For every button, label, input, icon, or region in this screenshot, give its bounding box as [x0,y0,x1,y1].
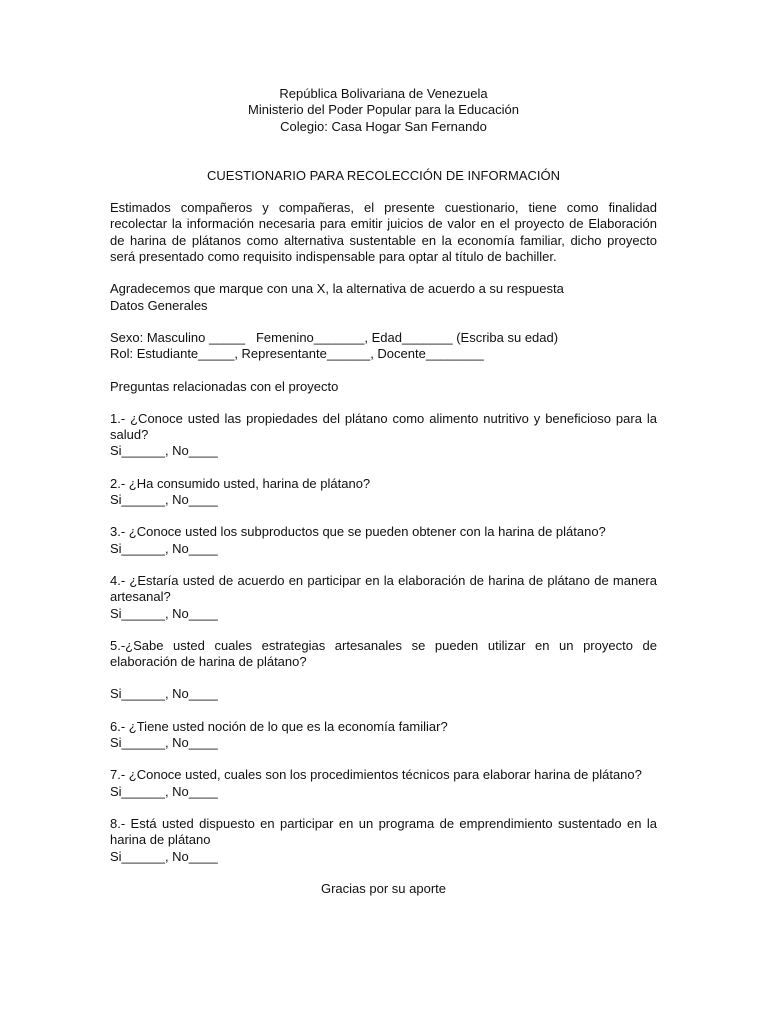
header-school: Colegio: Casa Hogar San Fernando [280,118,487,134]
general-data-heading: Datos Generales [110,297,208,313]
question-3: 3.- ¿Conoce usted los subproductos que se pueden obtener con la harina de plátano? [110,524,606,540]
header-country: República Bolivariana de Venezuela [279,86,488,101]
answer-line-8: Si______, No____ [110,848,218,864]
intro-paragraph: Estimados compañeros y compañeras, el presente cuestionario, tiene como finalidad recolectar la información necesaria para emitir juicios de valor en el proyecto de Elaboración de harina de plátanos como alternativa sustentable en la economía familiar, dicho proyecto será presentado como requisito indispensable para optar al título de bachiller. [110,200,657,265]
answer-line-5: Si______, No____ [110,686,218,702]
answer-line-3: Si______, No____ [110,540,218,556]
question-1: 1.- ¿Conoce usted las propiedades del plátano como alimento nutritivo y beneficioso para la salud? [110,410,657,443]
answer-line-2: Si______, No____ [110,492,218,508]
questions-heading: Preguntas relacionadas con el proyecto [110,378,339,394]
answer-line-6: Si______, No____ [110,735,218,751]
question-6: 6.- ¿Tiene usted noción de lo que es la economía familiar? [110,718,448,734]
instruction-text: Agradecemos que marque con una X, la alternativa de acuerdo a su respuesta [110,281,564,297]
closing-text: Gracias por su aporte [320,880,446,896]
question-8: 8.- Está usted dispuesto en participar en un programa de emprendimiento sustentado en la harina de plátano [110,815,657,848]
answer-line-4: Si______, No____ [110,605,218,621]
header-ministry: Ministerio del Poder Popular para la Educación [248,102,519,118]
document-title: CUESTIONARIO PARA RECOLECCIÓN DE INFORMACIÓN [207,167,560,183]
question-7: 7.- ¿Conoce usted, cuales son los procedimientos técnicos para elaborar harina de plátano? [110,767,642,783]
question-2: 2.- ¿Ha consumido usted, harina de plátano? [110,475,371,491]
answer-line-7: Si______, No____ [110,783,218,799]
answer-line-1: Si______, No____ [110,443,218,459]
sexo-field-line: Sexo: Masculino _____ Femenino_______, Edad_______ (Escriba su edad) [110,329,559,345]
question-4: 4.- ¿Estaría usted de acuerdo en participar en la elaboración de harina de plátano de manera artesanal? [110,572,657,605]
rol-field-line: Rol: Estudiante_____, Representante______, Docente________ [110,346,484,362]
document-page [110,86,657,897]
header-block [110,86,657,135]
question-5: 5.-¿Sabe usted cuales estrategias artesanales se pueden utilizar en un proyecto de elaboración de harina de plátano? [110,637,657,670]
